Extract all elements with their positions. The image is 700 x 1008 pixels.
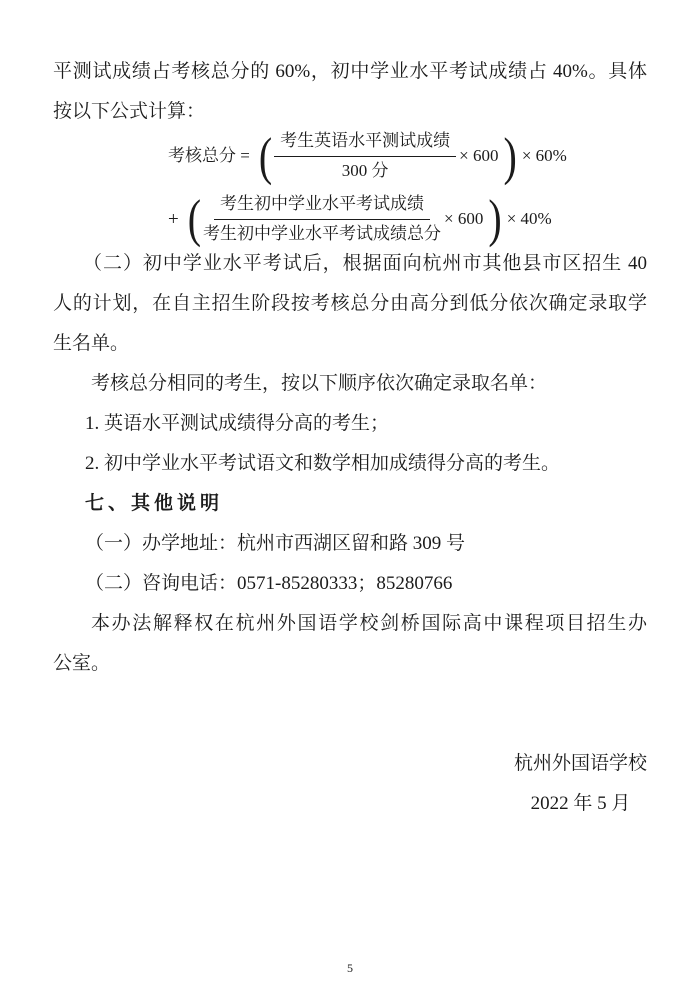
paragraph-interpretation-line-2: 公室。 — [53, 653, 111, 674]
paragraph-tiebreak-intro: 考核总分相同的考生，按以下顺序依次确定录取名单： — [91, 373, 548, 394]
formula-row-2 — [168, 189, 647, 249]
paragraph-quota-line-3: 生名单。 — [53, 333, 130, 354]
fraction-denominator: 考生初中学业水平考试成绩总分 — [203, 223, 442, 243]
fraction-academic-score — [203, 193, 441, 246]
paragraph-quota-line-2: 人的计划，在自主招生阶段按考核总分由高分到低分依次确定录取学 — [53, 293, 647, 314]
formula-multiplier: × 600 — [444, 208, 484, 228]
fraction-denominator: 300 分 — [341, 161, 389, 181]
formula-multiplier: × 600 — [459, 146, 499, 166]
list-item-1: 1. 英语水平测试成绩得分高的考生； — [85, 413, 390, 434]
page-number: 5 — [347, 961, 353, 975]
formula-weight: × 40% — [506, 208, 552, 228]
list-item-2: 2. 初中学业水平考试语文和数学相加成绩得分高的考生。 — [85, 453, 561, 474]
signature-inner — [514, 744, 647, 824]
close-paren: ) — [488, 189, 502, 249]
close-paren: ) — [503, 126, 517, 186]
signature-date: 2022 年 5 月 — [530, 793, 631, 814]
paragraph-quota-line-1: （二）初中学业水平考试后，根据面向杭州市其他县市区招生 40 — [83, 253, 647, 274]
fraction-numerator: 考生初中学业水平考试成绩 — [214, 193, 430, 220]
formula-row-1 — [168, 126, 647, 186]
paragraph-weighting-line-2: 按以下公式计算： — [53, 101, 206, 122]
signature-organization: 杭州外国语学校 — [513, 753, 647, 774]
section-heading-other-notes: 七、其他说明 — [85, 493, 224, 514]
info-address: （一）办学地址：杭州市西湖区留和路 309 号 — [85, 533, 466, 554]
info-phone: （二）咨询电话：0571-85280333；85280766 — [85, 573, 453, 594]
fraction-english-score — [274, 130, 456, 183]
paragraph-weighting-line-1: 平测试成绩占考核总分的 60%，初中学业水平考试成绩占 40%。具体 — [53, 61, 647, 82]
fraction-numerator: 考生英语水平测试成绩 — [274, 130, 456, 157]
score-formula — [53, 126, 647, 249]
plus-sign: + — [168, 208, 179, 230]
open-paren: ( — [258, 126, 273, 186]
signature-block — [53, 744, 647, 824]
formula-weight: × 60% — [521, 146, 567, 166]
formula-lhs: 考核总分 = — [168, 146, 250, 166]
open-paren: ( — [187, 189, 202, 249]
paragraph-interpretation-line-1: 本办法解释权在杭州外国语学校剑桥国际高中课程项目招生办 — [91, 613, 647, 634]
